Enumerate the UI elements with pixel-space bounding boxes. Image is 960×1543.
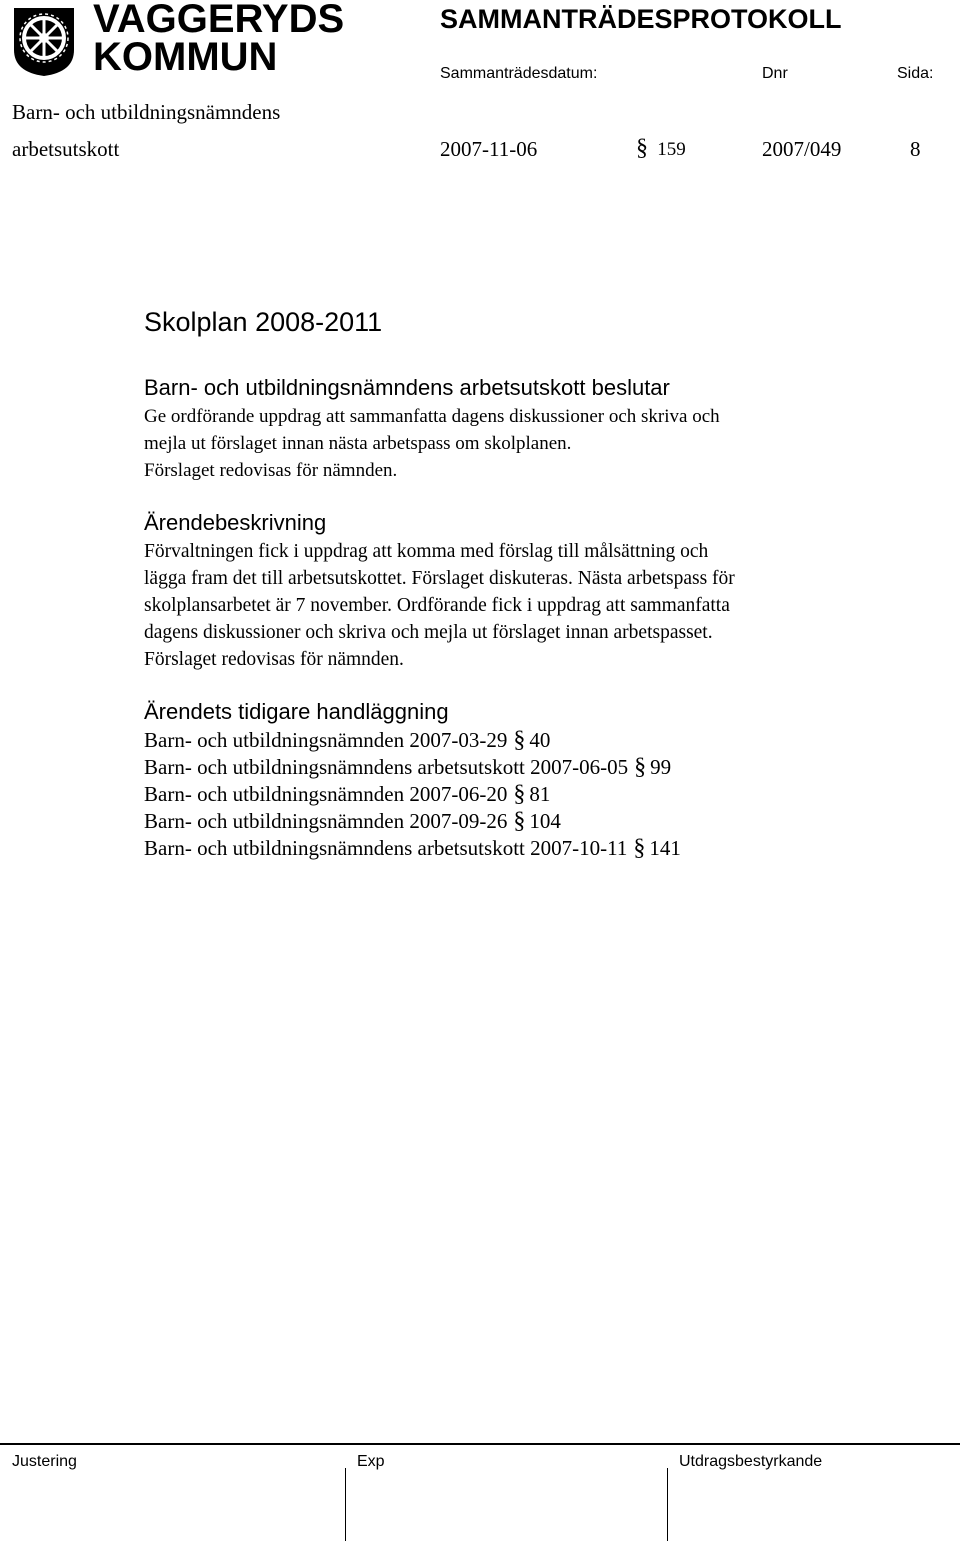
description-line: dagens diskussioner och skriva och mejla ut förslaget innan arbetspasset. — [144, 622, 713, 643]
paragraph-sign: § — [513, 781, 526, 807]
dnr-label: Dnr — [762, 65, 788, 82]
paragraph-value: 159 — [657, 139, 686, 160]
history-entry: Barn- och utbildningsnämnden 2007-06-20 § 81 — [144, 781, 551, 807]
document-title: SAMMANTRÄDESPROTOKOLL — [440, 4, 842, 34]
utdrag-label: Utdragsbestyrkande — [679, 1453, 823, 1470]
history-entry: Barn- och utbildningsnämndens arbetsutskott 2007-10-11 § 141 — [144, 835, 681, 861]
history-entry: Barn- och utbildningsnämndens arbetsutskott 2007-06-05 § 99 — [144, 754, 672, 780]
committee-name: Barn- och utbildningsnämndens — [12, 100, 281, 124]
footer-divider — [0, 1443, 960, 1445]
paragraph-sign: § — [633, 835, 646, 861]
meeting-date: 2007-11-06 — [440, 137, 538, 161]
history-entry: Barn- och utbildningsnämnden 2007-03-29 § 40 — [144, 727, 551, 753]
description-line: skolplansarbetet är 7 november. Ordförande fick i uppdrag att sammanfatta — [144, 595, 730, 616]
paragraph-sign: § — [513, 808, 526, 834]
decision-line: Förslaget redovisas för nämnden. — [144, 460, 398, 481]
decision-line: mejla ut förslaget innan nästa arbetspass om skolplanen. — [144, 433, 572, 454]
justering-label: Justering — [12, 1453, 77, 1470]
municipal-logo-icon — [12, 6, 76, 78]
exp-label: Exp — [357, 1453, 385, 1470]
paragraph-number — [636, 135, 686, 162]
signature-box-divider — [345, 1468, 346, 1541]
decision-line: Ge ordförande uppdrag att sammanfatta dagens diskussioner och skriva och — [144, 406, 720, 427]
history-entry: Barn- och utbildningsnämnden 2007-09-26 § 104 — [144, 808, 561, 834]
history-heading: Ärendets tidigare handläggning — [144, 699, 449, 724]
date-label: Sammanträdesdatum: — [440, 65, 598, 82]
committee-subname: arbetsutskott — [12, 137, 120, 161]
item-title: Skolplan 2008-2011 — [144, 307, 383, 337]
description-line: Förslaget redovisas för nämnden. — [144, 649, 404, 670]
dnr-value: 2007/049 — [762, 137, 842, 161]
description-line: Förvaltningen fick i uppdrag att komma med förslag till målsättning och — [144, 541, 709, 562]
brand-line-2: KOMMUN — [93, 35, 278, 79]
page-label: Sida: — [897, 65, 934, 82]
page-value: 8 — [910, 137, 921, 161]
protocol-body — [144, 302, 924, 862]
paragraph-sign: § — [634, 754, 647, 780]
paragraph-sign: § — [636, 135, 648, 161]
paragraph-sign: § — [513, 727, 526, 753]
municipality-name — [93, 0, 345, 79]
decision-heading: Barn- och utbildningsnämndens arbetsutskott beslutar — [144, 375, 670, 400]
description-heading: Ärendebeskrivning — [144, 510, 327, 535]
signature-box-divider — [667, 1468, 668, 1541]
brand-line-1: VAGGERYDS — [93, 0, 345, 41]
description-line: lägga fram det till arbetsutskottet. Förslaget diskuteras. Nästa arbetspass för — [144, 568, 735, 589]
